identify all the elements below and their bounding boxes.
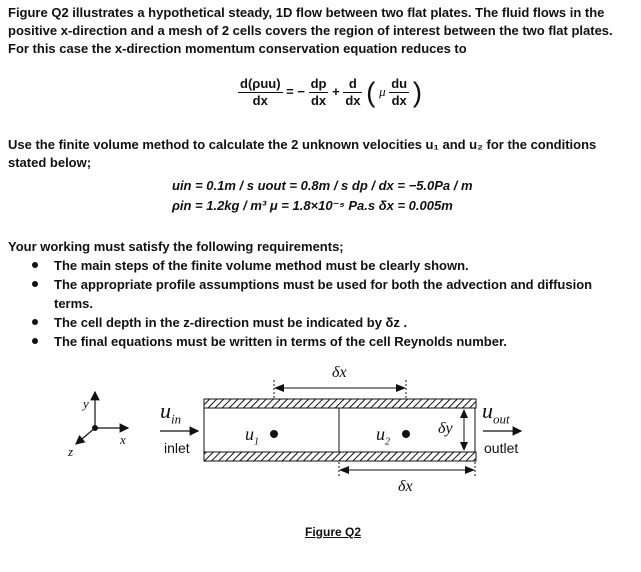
node-u1 [270, 430, 278, 438]
velocity-gradient-denominator: dx [391, 93, 407, 108]
axis-x-label: x [120, 432, 126, 447]
arrow-down-icon [460, 442, 468, 451]
viscosity-symbol: μ [379, 83, 386, 99]
velocity-gradient-numerator: du [391, 76, 408, 91]
requirement-item: The cell depth in the z-direction must be indicated by δz . [30, 313, 630, 332]
node-u2 [402, 430, 410, 438]
inlet-label: inlet [164, 440, 190, 456]
delta-y-label: δy [438, 420, 453, 437]
task-paragraph: Use the finite volume method to calculate the 2 unknown velocities u₁ and u₂ for the conditions stated below; [8, 137, 597, 170]
outlet-label: outlet [484, 440, 519, 456]
requirements-intro: Your working must satisfy the following requirements; [8, 239, 344, 254]
advection-denominator: dx [252, 93, 268, 108]
axis-z-label: z [68, 444, 74, 459]
left-paren: ( [366, 76, 376, 108]
requirement-item: The final equations must be written in terms of the cell Reynolds number. [30, 332, 630, 351]
pressure-numerator: dp [310, 76, 327, 91]
requirement-item: The main steps of the finite volume method must be clearly shown. [30, 256, 630, 275]
diffusion-op-denominator: dx [345, 93, 361, 108]
arrow-right-icon [465, 466, 475, 474]
arrow-right-icon [396, 384, 406, 392]
plus-sign: + [332, 83, 340, 99]
advection-numerator: d(ρuu) [240, 76, 281, 91]
arrow-up-icon [460, 409, 468, 418]
requirement-item: The appropriate profile assumptions must be used for both the advection and diffusion terms. [30, 275, 630, 313]
bottom-plate [204, 452, 476, 461]
equals-minus: = − [286, 83, 305, 99]
delta-x-bottom-label: δx [398, 478, 413, 495]
top-plate [204, 399, 476, 408]
figure-caption: Figure Q2 [305, 525, 362, 539]
diffusion-op-numerator: d [343, 76, 362, 93]
intro-paragraph: Figure Q2 illustrates a hypothetical steady, 1D flow between two flat plates. The fluid flows in the positive x-direction and a mesh of 2 cells covers the region of interest between the two flat plates. For this case the x-direction momentum conservation equation reduces to [8, 5, 613, 56]
u-in-label: $u_{in}$ [160, 398, 182, 427]
arrow-left-icon [339, 466, 349, 474]
axis-y-label: y [83, 396, 89, 411]
pressure-denominator: dx [310, 93, 327, 108]
conditions-line-1: uin = 0.1m / s uout = 0.8m / s dp / dx = −5.0Pa / m [172, 178, 473, 193]
conditions-line-2: ρin = 1.2kg / m³ μ = 1.8×10⁻⁵ Pa.s δx = 0.005m [172, 198, 453, 213]
u-out-label: $u_{out}$ [482, 398, 510, 427]
delta-x-top-label: δx [332, 364, 347, 381]
arrow-left-icon [274, 384, 284, 392]
u1-label: $u_1$ [245, 424, 259, 448]
u2-label: $u_2$ [376, 424, 390, 448]
right-paren: ) [412, 76, 423, 108]
